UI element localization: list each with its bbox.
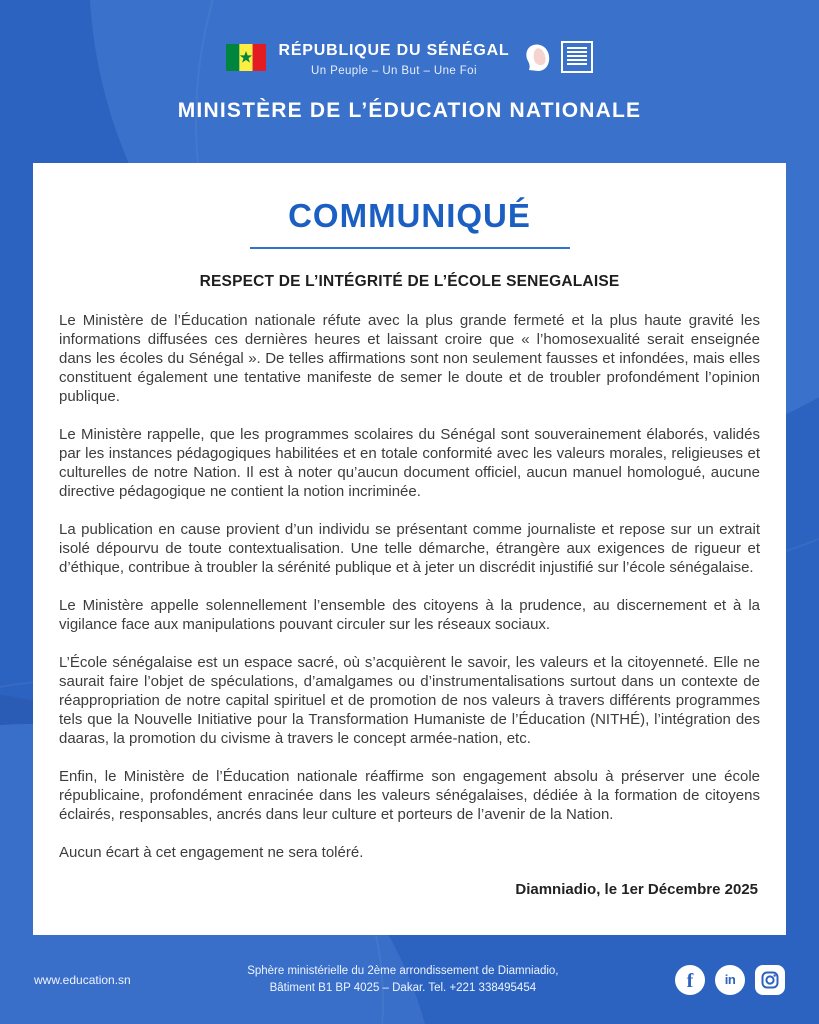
website-link[interactable]: www.education.sn	[34, 972, 131, 987]
government-identity-row	[0, 40, 819, 79]
address-line-1: Sphère ministérielle du 2ème arrondissement de Diamniadio,	[247, 964, 559, 977]
instagram-icon[interactable]	[755, 965, 785, 995]
paragraph: L’École sénégalaise est un espace sacré, où s’acquièrent le savoir, les valeurs et la citoyenneté. Elle ne saurait faire l’objet de spéculations, d’amalgames ou d’instrumentalisations surtout dans un contexte de réappropriation de notre capital spirituel et de promotion de nos valeurs à travers différents programmes tels que la Nouvelle Initiative pour la Transformation Humaniste de l’Éducation (NITHÉ), l’intégration des daaras, la promotion du civisme à travers le concept armée-nation, etc.	[59, 654, 760, 747]
paragraph: Enfin, le Ministère de l’Éducation nationale réaffirme son engagement absolu à préserver une école républicaine, profondément enracinée dans les valeurs sénégalaises, dédiée à la formation de citoyens éclairés, responsables, ancrés dans leur culture et porteurs de l’avenir de la Nation.	[59, 768, 760, 823]
paragraph: Le Ministère rappelle, que les programmes scolaires du Sénégal sont souverainement élaborés, validés par les instances pédagogiques habilitées et en totale conformité avec les valeurs morales, religieuses et culturelles de notre Nation. Il est à noter qu’aucun document officiel, aucun manuel homologué, aucune directive pédagogique ne contient la notion incriminée.	[59, 426, 760, 500]
social-links	[675, 965, 785, 995]
senegal-flag-icon	[226, 44, 266, 76]
ministry-title: MINISTÈRE DE L’ÉDUCATION NATIONALE	[177, 99, 642, 122]
title-underline	[250, 247, 570, 249]
paragraph: Aucun écart à cet engagement ne sera toléré.	[59, 844, 364, 861]
communique-title: COMMUNIQUÉ	[288, 197, 531, 234]
ministry-address	[247, 963, 558, 996]
footer	[0, 935, 819, 1024]
paragraph: Le Ministère appelle solennellement l’ensemble des citoyens à la prudence, au discernement et à la vigilance face aux manipulations pouvant circuler sur les réseaux sociaux.	[59, 597, 760, 633]
national-motto: Un Peuple – Un But – Une Foi	[311, 65, 477, 77]
ministry-logo-book-icon	[561, 41, 593, 78]
dateline: Diamniadio, le 1er Décembre 2025	[515, 881, 758, 898]
linkedin-icon[interactable]: in	[715, 965, 745, 995]
address-line-2: Bâtiment B1 BP 4025 – Dakar. Tel. +221 338495454	[269, 981, 537, 994]
communique-subtitle: RESPECT DE L’INTÉGRITÉ DE L’ÉCOLE SENEGALAISE	[199, 273, 620, 290]
ministry-logo-head-icon	[522, 40, 556, 79]
communique-card	[33, 163, 786, 935]
paragraph: La publication en cause provient d’un individu se présentant comme journaliste et repose sur un extrait isolé dépourvu de toute contextualisation. Une telle démarche, étrangère aux exigences de rigueur et d’éthique, contribue à troubler la sérénité publique et à jeter un discrédit injustifié sur l’école sénégalaise.	[59, 521, 760, 576]
republic-title: RÉPUBLIQUE DU SÉNÉGAL	[278, 42, 510, 59]
republic-text-block	[278, 42, 509, 77]
ministry-logo	[522, 40, 593, 79]
paragraph: Le Ministère de l’Éducation nationale réfute avec la plus grande fermeté et la plus haute gravité les informations diffusées ces dernières heures et laissant croire que « l’homosexualité serait enseignée dans les écoles du Sénégal ». De telles affirmations sont non seulement fausses et infondées, mais elles constituent également une tentative manifeste de semer le doute et de troubler profondément l’opinion publique.	[59, 312, 760, 405]
communique-body	[59, 311, 760, 862]
header	[0, 40, 819, 123]
facebook-icon[interactable]: f	[675, 965, 705, 995]
